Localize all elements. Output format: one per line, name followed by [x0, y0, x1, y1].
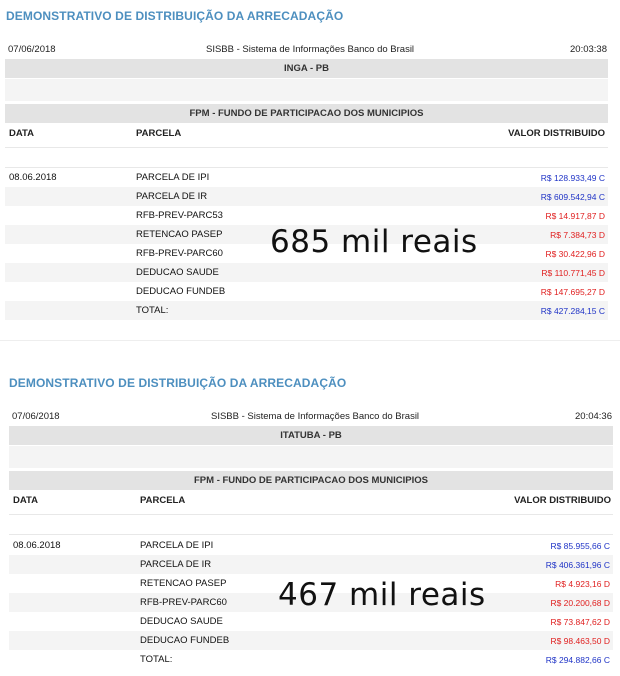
system-name: SISBB - Sistema de Informações Banco do Brasil — [211, 411, 420, 422]
overlay-annotation: 467 mil reais — [278, 577, 486, 613]
row-value: R$ 73.847,62 D — [550, 617, 610, 627]
table-row — [9, 536, 613, 555]
header-parcel: PARCELA — [140, 495, 186, 506]
table-row — [5, 263, 608, 282]
municipality-bar — [5, 59, 608, 78]
table-row-total — [5, 301, 608, 320]
row-parcel: DEDUCAO FUNDEB — [136, 286, 226, 297]
fund-name: FPM - FUNDO DE PARTICIPACAO DOS MUNICIPIOS — [194, 475, 428, 486]
fund-name: FPM - FUNDO DE PARTICIPACAO DOS MUNICIPIOS — [189, 108, 424, 119]
report-time: 20:04:36 — [575, 411, 612, 422]
table-header — [0, 495, 620, 509]
row-parcel: DEDUCAO FUNDEB — [140, 635, 230, 646]
row-parcel: PARCELA DE IR — [140, 559, 212, 570]
report-meta — [0, 411, 620, 425]
report-time: 20:03:38 — [570, 44, 607, 55]
spacer-bar — [5, 79, 608, 101]
row-value: R$ 294.882,66 C — [545, 655, 610, 665]
header-parcel: PARCELA — [136, 128, 182, 139]
fund-bar — [5, 104, 608, 123]
row-value: R$ 30.422,96 D — [545, 249, 605, 259]
row-parcel: RFB-PREV-PARC60 — [136, 248, 223, 259]
header-value: VALOR DISTRIBUIDO — [508, 128, 605, 139]
row-parcel: PARCELA DE IPI — [140, 540, 214, 551]
fund-bar — [9, 471, 613, 490]
row-value: R$ 147.695,27 D — [540, 287, 605, 297]
row-value: R$ 609.542,94 C — [540, 192, 605, 202]
row-value: R$ 427.284,15 C — [540, 306, 605, 316]
blank-row — [5, 148, 608, 168]
row-parcel: TOTAL: — [140, 654, 173, 665]
row-value: R$ 4.923,16 D — [555, 579, 610, 589]
row-value: R$ 14.917,87 D — [545, 211, 605, 221]
table-row — [5, 282, 608, 301]
table-row — [5, 168, 608, 187]
row-value: R$ 110.771,45 D — [541, 268, 605, 278]
report-meta — [0, 44, 620, 58]
system-name: SISBB - Sistema de Informações Banco do Brasil — [206, 44, 415, 55]
row-value: R$ 85.955,66 C — [550, 541, 610, 551]
table-row — [9, 555, 613, 574]
table-header — [0, 128, 620, 142]
report-title: DEMONSTRATIVO DE DISTRIBUIÇÃO DA ARRECADAÇÃO — [6, 9, 344, 23]
report-separator — [0, 340, 620, 341]
header-date: DATA — [9, 128, 34, 139]
table-row — [9, 631, 613, 650]
report-date: 07/06/2018 — [8, 44, 56, 55]
table-row — [9, 612, 613, 631]
row-value: R$ 7.384,73 D — [550, 230, 605, 240]
row-value: R$ 406.361,96 C — [545, 560, 610, 570]
municipality-bar — [9, 426, 613, 445]
report-date: 07/06/2018 — [12, 411, 60, 422]
row-date: 08.06.2018 — [9, 172, 57, 183]
municipality-name: INGA - PB — [283, 63, 330, 74]
row-parcel: PARCELA DE IPI — [136, 172, 210, 183]
row-parcel: PARCELA DE IR — [136, 191, 208, 202]
row-value: R$ 20.200,68 D — [550, 598, 610, 608]
row-date: 08.06.2018 — [13, 540, 61, 551]
row-parcel: RFB-PREV-PARC53 — [136, 210, 223, 221]
row-value: R$ 128.933,49 C — [540, 173, 605, 183]
row-parcel: DEDUCAO SAUDE — [140, 616, 223, 627]
row-parcel: RFB-PREV-PARC60 — [140, 597, 227, 608]
municipality-name: ITATUBA - PB — [280, 430, 342, 441]
row-parcel: DEDUCAO SAUDE — [136, 267, 219, 278]
row-parcel: TOTAL: — [136, 305, 169, 316]
header-date: DATA — [13, 495, 38, 506]
overlay-annotation: 685 mil reais — [270, 224, 478, 260]
row-parcel: RETENCAO PASEP — [140, 578, 227, 589]
header-value: VALOR DISTRIBUIDO — [514, 495, 611, 506]
table-row — [5, 187, 608, 206]
report-title: DEMONSTRATIVO DE DISTRIBUIÇÃO DA ARRECADAÇÃO — [9, 376, 347, 390]
spacer-bar — [9, 446, 613, 468]
row-value: R$ 98.463,50 D — [550, 636, 610, 646]
table-row — [5, 206, 608, 225]
blank-row — [9, 515, 613, 535]
row-parcel: RETENCAO PASEP — [136, 229, 223, 240]
table-row-total — [9, 650, 613, 669]
